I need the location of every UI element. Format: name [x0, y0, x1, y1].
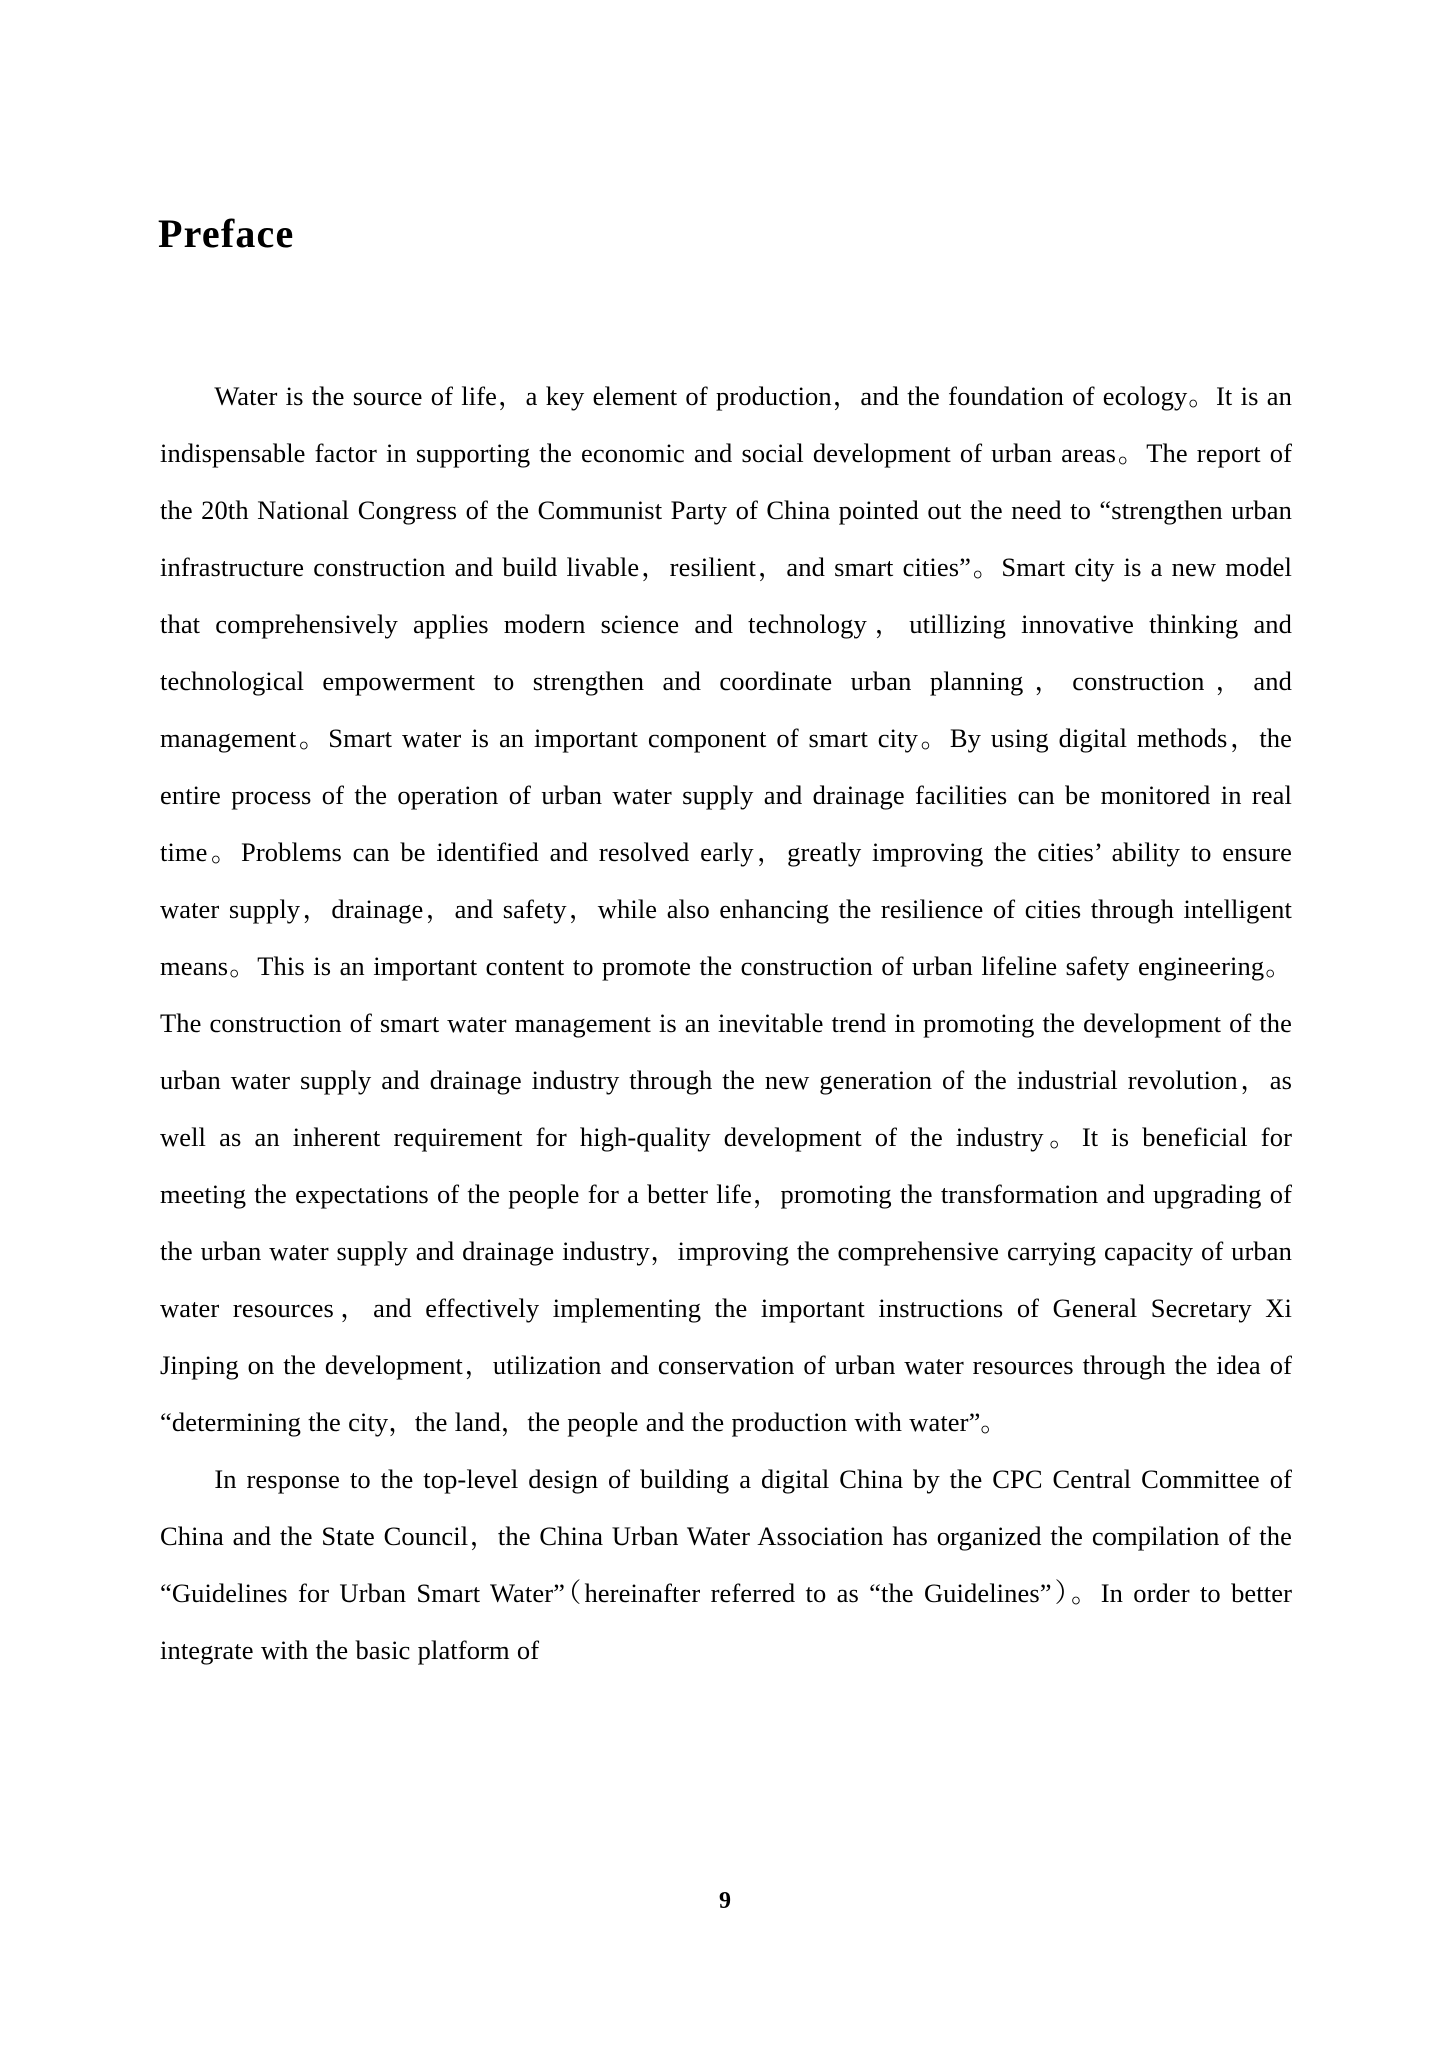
page-number: 9	[719, 1888, 731, 1914]
paragraph-1: Water is the source of life，a key element of production，and the foundation of ecology。It is an indispensable factor in supporting the economic and social development of urban areas。The report of the 20th National Congress of the Communist Party of China pointed out the need to “strengthen urban infrastructure construction and build livable，resilient，and smart cities”。Smart city is a new model that comprehensively applies modern science and technology，utillizing innovative thinking and technological empowerment to strengthen and coordinate urban planning，construction，and management。Smart water is an important component of smart city。By using digital methods，the entire process of the operation of urban water supply and drainage facilities can be monitored in real time。Problems can be identified and resolved early，greatly improving the cities’ ability to ensure water supply，drainage，and safety，while also enhancing the resilience of cities through intelligent means。This is an important content to promote the construction of urban lifeline safety engineering。The construction of smart water management is an inevitable trend in promoting the development of the urban water supply and drainage industry through the new generation of the industrial revolution，as well as an inherent requirement for high-quality development of the industry。It is beneficial for meeting the expectations of the people for a better life，promoting the transformation and upgrading of the urban water supply and drainage industry，improving the comprehensive carrying capacity of urban water resources，and effectively implementing the important instructions of General Secretary Xi Jinping on the development，utilization and conservation of urban water resources through the idea of “determining the city，the land，the people and the production with water”。	[160, 381, 1292, 1437]
page-title: Preface	[158, 210, 295, 256]
body-text-block	[160, 368, 1292, 1679]
paragraph-2: In response to the top-level design of building a digital China by the CPC Central Committee of China and the State Council，the China Urban Water Association has organized the compilation of the “Guidelines for Urban Smart Water”（hereinafter referred to as “the Guidelines”）。In order to better integrate with the basic platform of	[160, 1464, 1292, 1665]
